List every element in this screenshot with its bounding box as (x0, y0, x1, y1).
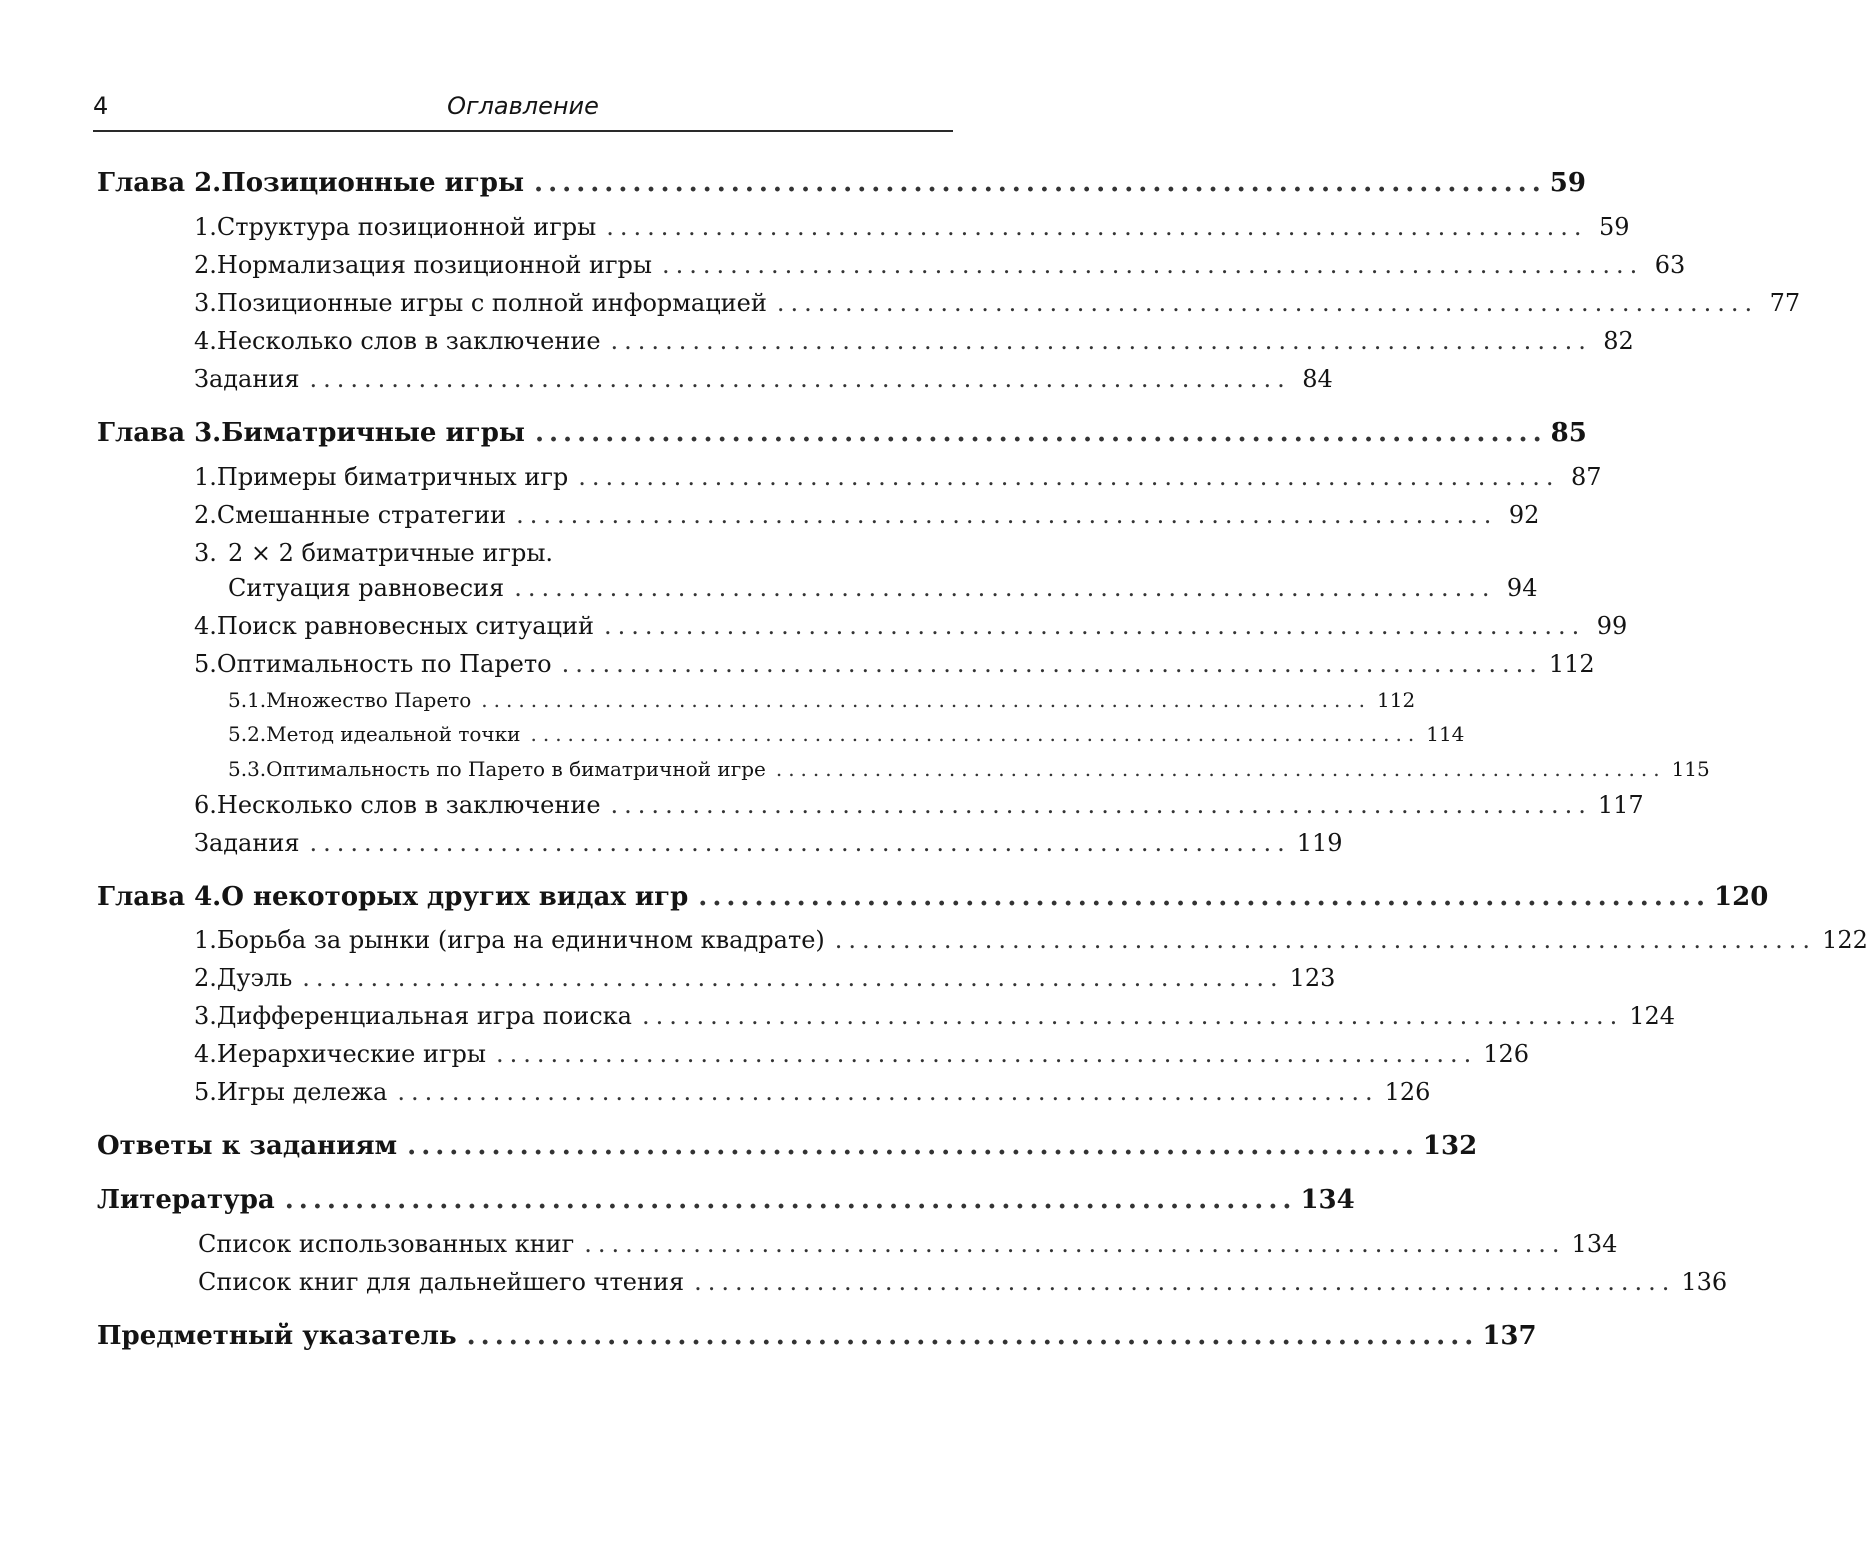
toc-entry[interactable] (198, 1230, 1618, 1258)
dot-leader: ........................................................................ (698, 882, 1711, 912)
toc-title: Примеры биматричных игр (216, 463, 569, 491)
toc-entry-tasks[interactable] (194, 365, 1333, 393)
toc-entry[interactable] (194, 251, 1686, 279)
toc-page: 85 (1550, 418, 1587, 448)
toc-page: 137 (1482, 1321, 1537, 1351)
toc-title: Позиционные игры (221, 168, 525, 198)
toc-chapter-3[interactable] (97, 418, 1587, 448)
toc-title: Литература (97, 1185, 275, 1215)
toc-page: 63 (1654, 251, 1686, 279)
toc-page: 59 (1598, 213, 1630, 241)
dot-leader: ........................................................................ (534, 168, 1546, 198)
toc-page: 124 (1629, 1002, 1676, 1030)
toc-title: Задания (194, 365, 300, 393)
toc-title: Дифференциальная игра поиска (216, 1002, 632, 1030)
dot-leader: ........................................................................ (481, 688, 1372, 712)
dot-leader: ........................................................................ (694, 1268, 1676, 1296)
toc-prefix: 3. (194, 289, 217, 317)
toc-title: Позиционные игры с полной информацией (216, 289, 767, 317)
toc-page: 117 (1597, 791, 1644, 819)
toc-chapter-2[interactable] (97, 168, 1586, 198)
toc-title: Предметный указатель (97, 1321, 457, 1351)
toc-page: 92 (1508, 501, 1540, 529)
dot-leader: ........................................................................ (610, 327, 1592, 355)
toc-title: Задания (194, 829, 300, 857)
dot-leader: ........................................................................ (284, 1185, 1297, 1215)
toc-answers[interactable] (97, 1131, 1478, 1161)
toc-page: 87 (1571, 463, 1602, 491)
toc-title: Список использованных книг (198, 1230, 575, 1258)
toc-page: 119 (1296, 829, 1343, 857)
toc-title: Множество Парето (266, 688, 472, 712)
toc-page: 136 (1681, 1268, 1728, 1296)
toc-prefix: 3. (194, 539, 217, 567)
toc-prefix: 5.3. (228, 757, 267, 781)
toc-page: 126 (1384, 1078, 1431, 1106)
toc-entry[interactable] (194, 1040, 1530, 1068)
toc-prefix: 1. (194, 926, 217, 954)
toc-title: Борьба за рынки (игра на единичном квадрате) (216, 926, 825, 954)
toc-page: 59 (1549, 168, 1586, 198)
toc-prefix: 5. (194, 650, 217, 678)
toc-entry[interactable] (194, 463, 1602, 491)
toc-entry[interactable] (198, 1268, 1728, 1296)
toc-page: 82 (1603, 327, 1634, 355)
dot-leader: ........................................................................ (776, 289, 1759, 317)
toc-prefix: Глава 3. (97, 418, 222, 448)
toc-literature[interactable] (97, 1185, 1355, 1215)
dot-leader: ........................................................................ (534, 418, 1547, 448)
toc-page: 84 (1302, 365, 1333, 393)
toc-title-line2: Ситуация равновесия (228, 574, 505, 602)
running-header (93, 88, 953, 132)
dot-leader: ........................................................................ (516, 501, 1498, 529)
toc-entry-tasks[interactable] (194, 829, 1343, 857)
toc-subentry[interactable] (228, 722, 1465, 746)
toc-title: Ответы к заданиям (97, 1131, 398, 1161)
toc-title: О некоторых других видах игр (221, 882, 689, 912)
toc-title: Список книг для дальнейшего чтения (198, 1268, 685, 1296)
toc-entry[interactable] (194, 791, 1644, 819)
dot-leader: ........................................................................ (606, 213, 1588, 241)
toc-title: Дуэль (216, 964, 293, 992)
toc-entry[interactable] (194, 964, 1336, 992)
toc-prefix: 5.1. (228, 688, 267, 712)
toc-page: 112 (1377, 688, 1416, 712)
toc-subentry[interactable] (228, 757, 1710, 781)
page-number: 4 (93, 92, 109, 120)
dot-leader: ........................................................................ (834, 926, 1817, 954)
toc-prefix: 4. (194, 327, 217, 355)
toc-chapter-4[interactable] (97, 882, 1769, 912)
toc-prefix: 3. (194, 1002, 217, 1030)
dot-leader: ........................................................................ (495, 1040, 1478, 1068)
toc-entry[interactable] (194, 612, 1628, 640)
dot-leader: ........................................................................ (661, 251, 1644, 279)
toc-title: Игры дележа (216, 1078, 388, 1106)
toc-title: Поиск равновесных ситуаций (216, 612, 594, 640)
toc-entry[interactable] (194, 1002, 1676, 1030)
dot-leader: ........................................................................ (514, 574, 1496, 602)
toc-prefix: 4. (194, 612, 217, 640)
running-title: Оглавление (447, 92, 599, 120)
toc-index[interactable] (97, 1321, 1537, 1351)
toc-prefix: 4. (194, 1040, 217, 1068)
toc-prefix: Глава 4. (97, 882, 222, 912)
toc-prefix: 5. (194, 1078, 217, 1106)
toc-entry[interactable] (194, 650, 1595, 678)
toc-prefix: 2. (194, 501, 217, 529)
toc-page: 134 (1571, 1230, 1618, 1258)
toc-title-line1: 2 × 2 биматричные игры. (228, 539, 554, 567)
toc-title: Структура позиционной игры (216, 213, 597, 241)
toc-prefix: 2. (194, 251, 217, 279)
toc-page: 114 (1426, 722, 1465, 746)
toc-prefix: 6. (194, 791, 217, 819)
dot-leader: ........................................................................ (397, 1078, 1379, 1106)
dot-leader: ........................................................................ (584, 1230, 1566, 1258)
toc-subentry[interactable] (228, 688, 1416, 712)
toc-page: 126 (1483, 1040, 1530, 1068)
dot-leader: ........................................................................ (309, 365, 1291, 393)
dot-leader: ........................................................................ (641, 1002, 1624, 1030)
toc-page: 122 (1822, 926, 1868, 954)
toc-page: 77 (1769, 289, 1801, 317)
toc-page: 99 (1596, 612, 1628, 640)
dot-leader: ........................................................................ (775, 757, 1666, 781)
toc-title: Несколько слов в заключение (216, 791, 601, 819)
toc-page: 94 (1506, 574, 1538, 602)
toc-title: Биматричные игры (221, 418, 525, 448)
toc-entry[interactable] (228, 574, 1538, 602)
toc-entry[interactable] (194, 926, 1868, 954)
dot-leader: ........................................................................ (530, 722, 1421, 746)
toc-prefix: Глава 2. (97, 168, 222, 198)
toc-title: Нормализация позиционной игры (216, 251, 652, 279)
toc-prefix: 1. (194, 213, 217, 241)
toc-entry[interactable] (194, 501, 1540, 529)
dot-leader: ........................................................................ (407, 1131, 1419, 1161)
dot-leader: ........................................................................ (466, 1321, 1479, 1351)
toc-title: Оптимальность по Парето в биматричной игре (266, 757, 766, 781)
toc-title: Оптимальность по Парето (216, 650, 552, 678)
dot-leader: ........................................................................ (603, 612, 1586, 640)
toc-entry[interactable] (194, 213, 1630, 241)
toc-page: 115 (1671, 757, 1710, 781)
dot-leader: ........................................................................ (309, 829, 1291, 857)
dot-leader: ........................................................................ (578, 463, 1560, 491)
toc-title: Метод идеальной точки (266, 722, 521, 746)
dot-leader: ........................................................................ (561, 650, 1543, 678)
toc-page: 134 (1300, 1185, 1355, 1215)
toc-entry[interactable] (194, 289, 1801, 317)
toc-entry[interactable] (194, 327, 1634, 355)
toc-title: Несколько слов в заключение (216, 327, 601, 355)
toc-page: 132 (1422, 1131, 1478, 1161)
toc-prefix: 5.2. (228, 722, 267, 746)
toc-prefix: 1. (194, 463, 217, 491)
toc-entry[interactable] (194, 1078, 1431, 1106)
toc-page: 120 (1714, 882, 1769, 912)
toc-page: 123 (1289, 964, 1336, 992)
toc-entry-first-line[interactable] (194, 539, 553, 567)
toc-prefix: 2. (194, 964, 217, 992)
toc-title: Иерархические игры (216, 1040, 486, 1068)
toc-page: 112 (1548, 650, 1595, 678)
toc-title: Смешанные стратегии (216, 501, 507, 529)
dot-leader: ........................................................................ (302, 964, 1284, 992)
dot-leader: ........................................................................ (610, 791, 1592, 819)
